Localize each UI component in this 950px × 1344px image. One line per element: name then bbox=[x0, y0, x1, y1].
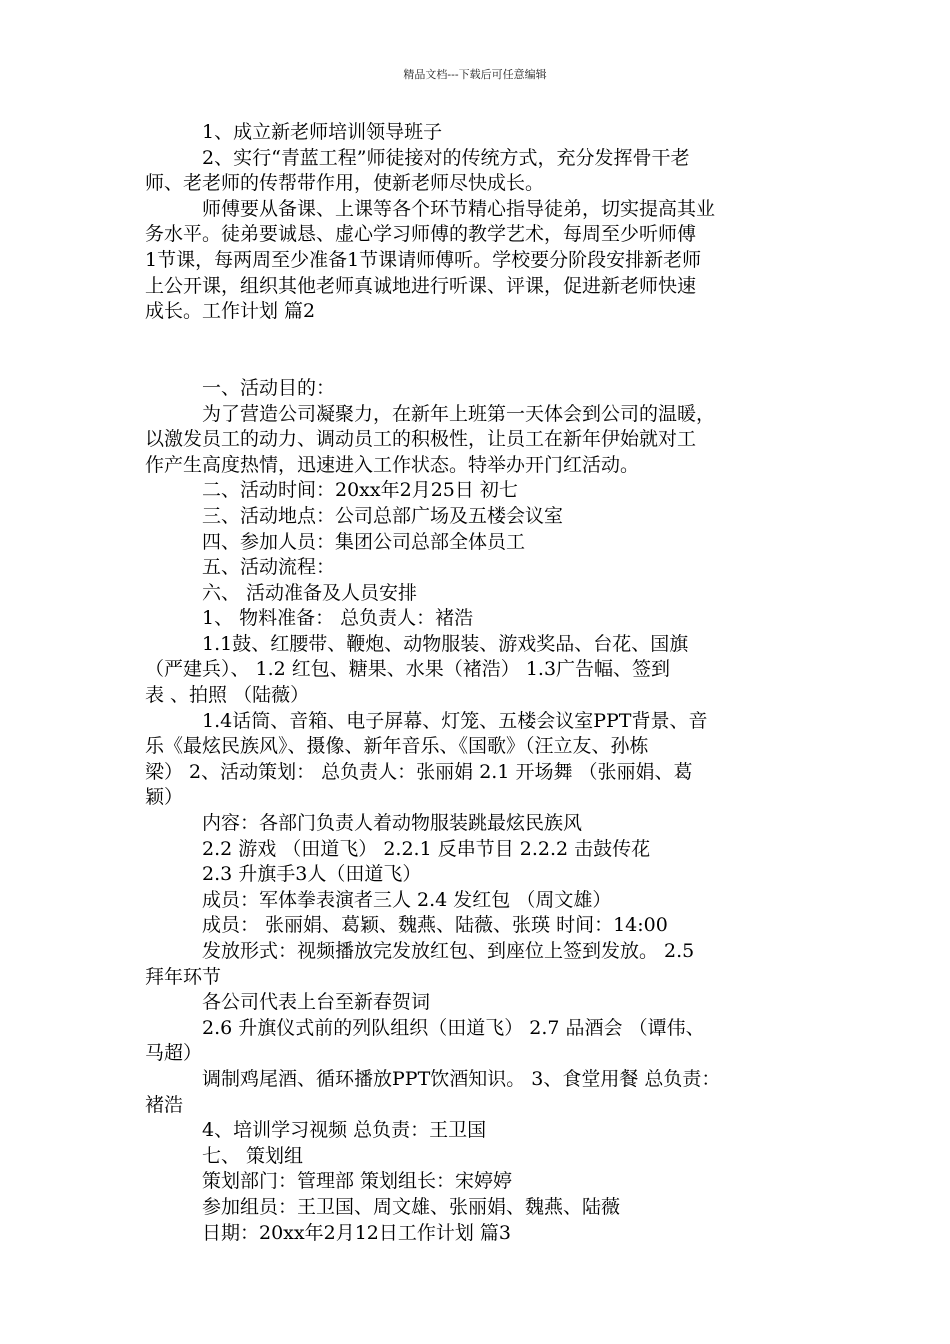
text-line: 参加组员：王卫国、周文雄、张丽娟、魏燕、陆薇 bbox=[202, 1195, 621, 1218]
text-line: 马超） bbox=[145, 1042, 203, 1065]
text-line: 师、老老师的传帮带作用，使新老师尽快成长。 bbox=[145, 172, 545, 195]
text-line: 表 、拍照 （陆薇） bbox=[145, 684, 310, 707]
text-line: 作产生高度热情，迅速进入工作状态。特举办开门红活动。 bbox=[145, 453, 640, 476]
text-line: 2.3 升旗手3人（田道飞） bbox=[202, 863, 422, 886]
text-line: 拜年环节 bbox=[145, 965, 222, 988]
text-line: 1.1鼓、红腰带、鞭炮、动物服装、游戏奖品、台花、国旗 bbox=[202, 632, 689, 655]
text-line: 1.4话筒、音箱、电子屏幕、灯笼、五楼会议室PPT背景、音 bbox=[202, 709, 708, 732]
text-line: 发放形式：视频播放完发放红包、到座位上签到发放。 2.5 bbox=[202, 940, 695, 962]
section-heading: 七、 策划组 bbox=[202, 1144, 304, 1167]
text-line: 调制鸡尾酒、循环播放PPT饮酒知识。 3、食堂用餐 总负责： bbox=[202, 1067, 721, 1090]
text-line: 2.2 游戏 （田道飞） 2.2.1 反串节目 2.2.2 击鼓传花 bbox=[202, 837, 651, 860]
text-line: 梁） 2、活动策划： 总负责人：张丽娟 2.1 开场舞 （张丽娟、葛 bbox=[145, 760, 693, 783]
text-line: 以激发员工的动力、调动员工的积极性，让员工在新年伊始就对工 bbox=[145, 428, 697, 451]
text-line: 上公开课，组织其他老师真诚地进行听课、评课，促进新老师快速 bbox=[145, 274, 697, 297]
section-heading: 一、活动目的： bbox=[202, 376, 336, 399]
text-line: 2、实行“青蓝工程”师徒接对的传统方式，充分发挥骨干老 bbox=[202, 146, 690, 169]
document-body bbox=[145, 120, 810, 1246]
text-line: 颖） bbox=[145, 786, 184, 809]
section-heading: 四、参加人员：集团公司总部全体员工 bbox=[202, 530, 526, 553]
text-line: （严建兵）、 1.2 红包、糖果、水果（褚浩） 1.3广告幅、签到 bbox=[145, 658, 671, 681]
text-line: 师傅要从备课、上课等各个环节精心指导徒弟，切实提高其业 bbox=[202, 197, 716, 220]
text-line: 务水平。徒弟要诚恳、虚心学习师傅的教学艺术，每周至少听师傅 bbox=[145, 223, 697, 246]
text-line: 为了营造公司凝聚力，在新年上班第一天体会到公司的温暖， bbox=[202, 402, 716, 425]
text-line: 乐《最炫民族风》、摄像、新年音乐、《国歌》（汪立友、孙栋 bbox=[145, 735, 649, 758]
text-line: 成员：军体拳表演者三人 2.4 发红包 （周文雄） bbox=[202, 888, 612, 911]
document-header: 精品文档---下载后可任意编辑 bbox=[403, 68, 547, 81]
section-heading: 三、活动地点：公司总部广场及五楼会议室 bbox=[202, 504, 564, 527]
text-line: 1、 物料准备： 总负责人：褚浩 bbox=[202, 607, 474, 630]
text-line: 1节课，每两周至少准备1节课请师傅听。学校要分阶段安排新老师 bbox=[145, 248, 702, 271]
text-line: 内容：各部门负责人着动物服装跳最炫民族风 bbox=[202, 812, 583, 835]
text-line: 各公司代表上台至新春贺词 bbox=[202, 991, 431, 1014]
text-line: 2.6 升旗仪式前的列队组织（田道飞） 2.7 品酒会 （谭伟、 bbox=[202, 1016, 705, 1039]
section-heading: 二、活动时间：20xx年2月25日 初七 bbox=[202, 479, 518, 502]
section-heading: 六、 活动准备及人员安排 bbox=[202, 581, 418, 604]
text-line: 1、成立新老师培训领导班子 bbox=[202, 121, 443, 143]
blank-line bbox=[145, 325, 810, 351]
blank-line bbox=[145, 350, 810, 376]
text-line: 褚浩 bbox=[145, 1093, 184, 1116]
text-line: 策划部门：管理部 策划组长：宋婷婷 bbox=[202, 1170, 513, 1193]
text-line: 日期：20xx年2月12日工作计划 篇3 bbox=[202, 1221, 512, 1244]
section-heading: 五、活动流程： bbox=[202, 556, 336, 579]
text-line: 成员： 张丽娟、葛颖、魏燕、陆薇、张瑛 时间：14:00 bbox=[202, 914, 668, 937]
text-line: 4、培训学习视频 总负责：王卫国 bbox=[202, 1119, 487, 1142]
text-line: 成长。工作计划 篇2 bbox=[145, 300, 316, 323]
